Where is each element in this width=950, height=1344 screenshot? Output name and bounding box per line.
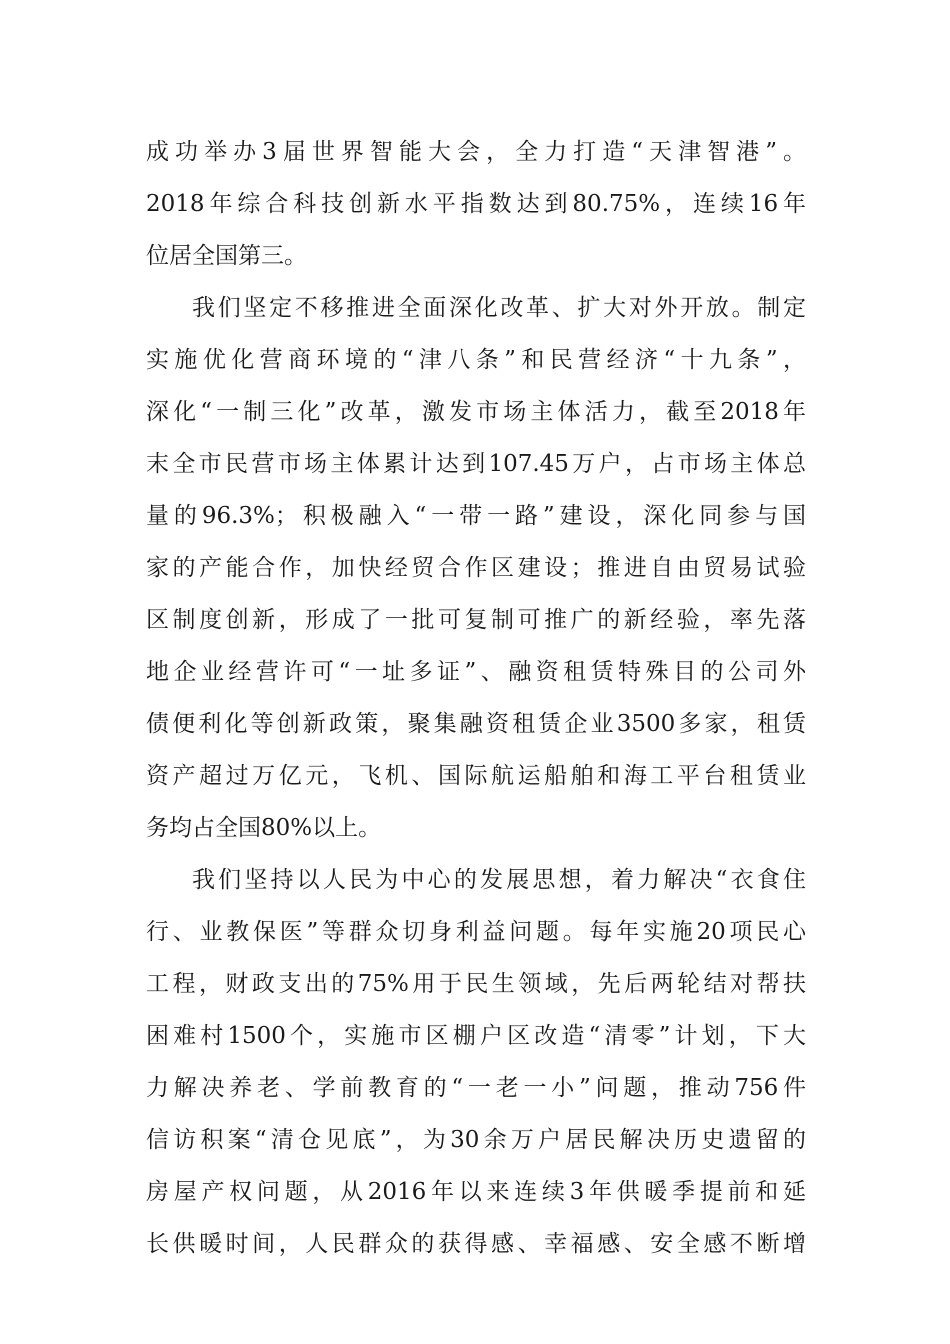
text-line: 实施优化营商环境的“津八条”和民营经济“十九条”， <box>146 347 806 373</box>
paragraph-first-line: 我们坚定不移推进全面深化改革、扩大对外开放。制定 <box>192 295 806 321</box>
text-line: 量的96.3%；积极融入“一带一路”建设，深化同参与国 <box>146 503 806 529</box>
text-line: 末全市民营市场主体累计达到107.45万户，占市场主体总 <box>146 451 806 477</box>
text-line: 家的产能合作，加快经贸合作区建设；推进自由贸易试验 <box>146 555 806 581</box>
text-line: 地企业经营许可“一址多证”、融资租赁特殊目的公司外 <box>146 659 806 685</box>
paragraph-first-line: 我们坚持以人民为中心的发展思想，着力解决“衣食住 <box>192 867 806 893</box>
text-line: 行、业教保医”等群众切身利益问题。每年实施20项民心 <box>146 919 806 945</box>
text-line: 务均占全国80%以上。 <box>146 815 382 841</box>
text-line: 力解决养老、学前教育的“一老一小”问题，推动756件 <box>146 1075 806 1101</box>
text-line: 债便利化等创新政策，聚集融资租赁企业3500多家，租赁 <box>146 711 806 737</box>
text-line: 位居全国第三。 <box>146 243 307 269</box>
text-line: 深化“一制三化”改革，激发市场主体活力，截至2018年 <box>146 399 806 425</box>
text-line: 工程，财政支出的75%用于民生领域，先后两轮结对帮扶 <box>146 971 806 997</box>
text-line: 长供暖时间，人民群众的获得感、幸福感、安全感不断增 <box>146 1231 806 1257</box>
text-line: 困难村1500个，实施市区棚户区改造“清零”计划，下大 <box>146 1023 806 1049</box>
text-line: 区制度创新，形成了一批可复制可推广的新经验，率先落 <box>146 607 806 633</box>
text-line: 信访积案“清仓见底”，为30余万户居民解决历史遗留的 <box>146 1127 806 1153</box>
text-line: 房屋产权问题，从2016年以来连续3年供暖季提前和延 <box>146 1179 806 1205</box>
body-text <box>146 130 806 1274</box>
text-line: 资产超过万亿元，飞机、国际航运船舶和海工平台租赁业 <box>146 763 806 789</box>
text-line: 2018年综合科技创新水平指数达到80.75%，连续16年 <box>146 191 806 217</box>
text-line: 成功举办3届世界智能大会，全力打造“天津智港”。 <box>146 139 806 165</box>
